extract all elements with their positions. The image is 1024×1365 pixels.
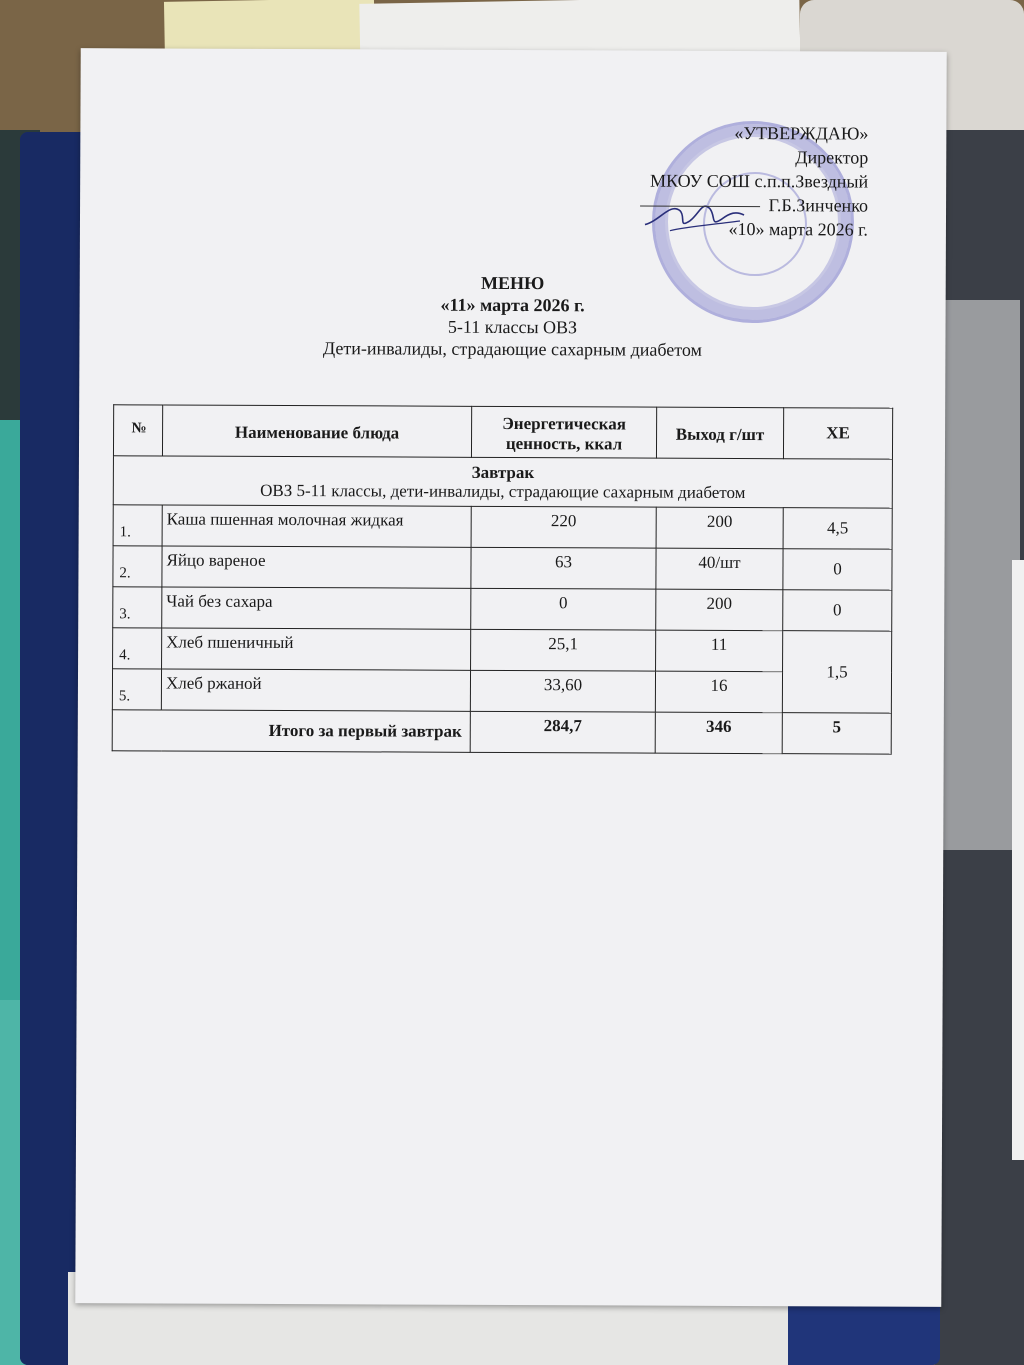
menu-title: МЕНЮ — [481, 272, 545, 294]
approval-position: Директор — [795, 147, 869, 168]
menu-document — [75, 48, 946, 1307]
approval-signer: Г.Б.Зинченко — [768, 195, 869, 216]
row-num: 1. — [113, 505, 162, 546]
header-energy: Энергетическая ценность, ккал — [471, 406, 656, 458]
row-energy: 33,60 — [470, 670, 655, 712]
header-xe: ХЕ — [783, 408, 892, 459]
row-output: 200 — [656, 507, 783, 549]
row-name: Каша пшенная молочная жидкая — [162, 505, 471, 547]
approval-organization: МКОУ СОШ с.п.п.Звездный — [649, 170, 869, 192]
section-subtitle: ОВЗ 5-11 классы, дети-инвалиды, страдающие сахарным диабетом — [260, 480, 746, 503]
total-label: Итого за первый завтрак — [112, 710, 470, 753]
row-energy: 0 — [471, 588, 656, 630]
section-title: Завтрак — [471, 462, 535, 483]
approval-signer-line — [640, 193, 868, 218]
header-num: № — [113, 405, 162, 456]
row-xe-merged: 1,5 — [782, 631, 891, 713]
row-output: 16 — [655, 671, 782, 713]
table-row — [113, 587, 892, 631]
total-energy: 284,7 — [470, 711, 655, 753]
signature-line — [641, 206, 761, 208]
total-xe: 5 — [782, 713, 891, 754]
approval-date: «10» марта 2026 г. — [728, 218, 869, 240]
row-energy: 25,1 — [471, 629, 656, 671]
menu-date: «11» марта 2026 г. — [440, 294, 585, 316]
table-header-row — [113, 405, 892, 459]
approval-block — [640, 121, 868, 242]
menu-table — [112, 404, 894, 754]
header-output: Выход г/шт — [656, 407, 783, 459]
total-output: 346 — [655, 712, 782, 754]
row-num: 4. — [113, 628, 162, 669]
table-row — [113, 628, 892, 672]
total-row — [112, 710, 891, 754]
right-sheet — [940, 300, 1020, 850]
row-energy: 63 — [471, 547, 656, 589]
row-xe: 0 — [783, 549, 892, 590]
table-row — [112, 669, 891, 713]
row-name: Яйцо вареное — [162, 546, 471, 588]
row-num: 2. — [113, 546, 162, 587]
menu-title-block — [79, 270, 945, 362]
section-cell — [113, 456, 892, 508]
row-output: 40/шт — [656, 548, 783, 590]
header-name: Наименование блюда — [162, 405, 471, 457]
row-output: 200 — [656, 589, 783, 631]
row-xe: 0 — [783, 590, 892, 631]
row-output: 11 — [656, 630, 783, 672]
menu-grades: 5-11 классы ОВЗ — [447, 316, 578, 338]
row-num: 5. — [112, 669, 161, 710]
row-xe: 4,5 — [783, 508, 892, 549]
menu-subtitle: Дети-инвалиды, страдающие сахарным диабетом — [322, 338, 703, 360]
row-name: Хлеб ржаной — [161, 669, 470, 711]
table-row — [113, 505, 892, 549]
right-white-sheet — [1012, 560, 1024, 1160]
row-name: Хлеб пшеничный — [162, 628, 471, 670]
row-num: 3. — [113, 587, 162, 628]
row-energy: 220 — [471, 506, 656, 548]
row-name: Чай без сахара — [162, 587, 471, 629]
approval-heading: «УТВЕРЖДАЮ» — [734, 122, 869, 144]
table-row — [113, 546, 892, 590]
section-row — [113, 456, 892, 508]
